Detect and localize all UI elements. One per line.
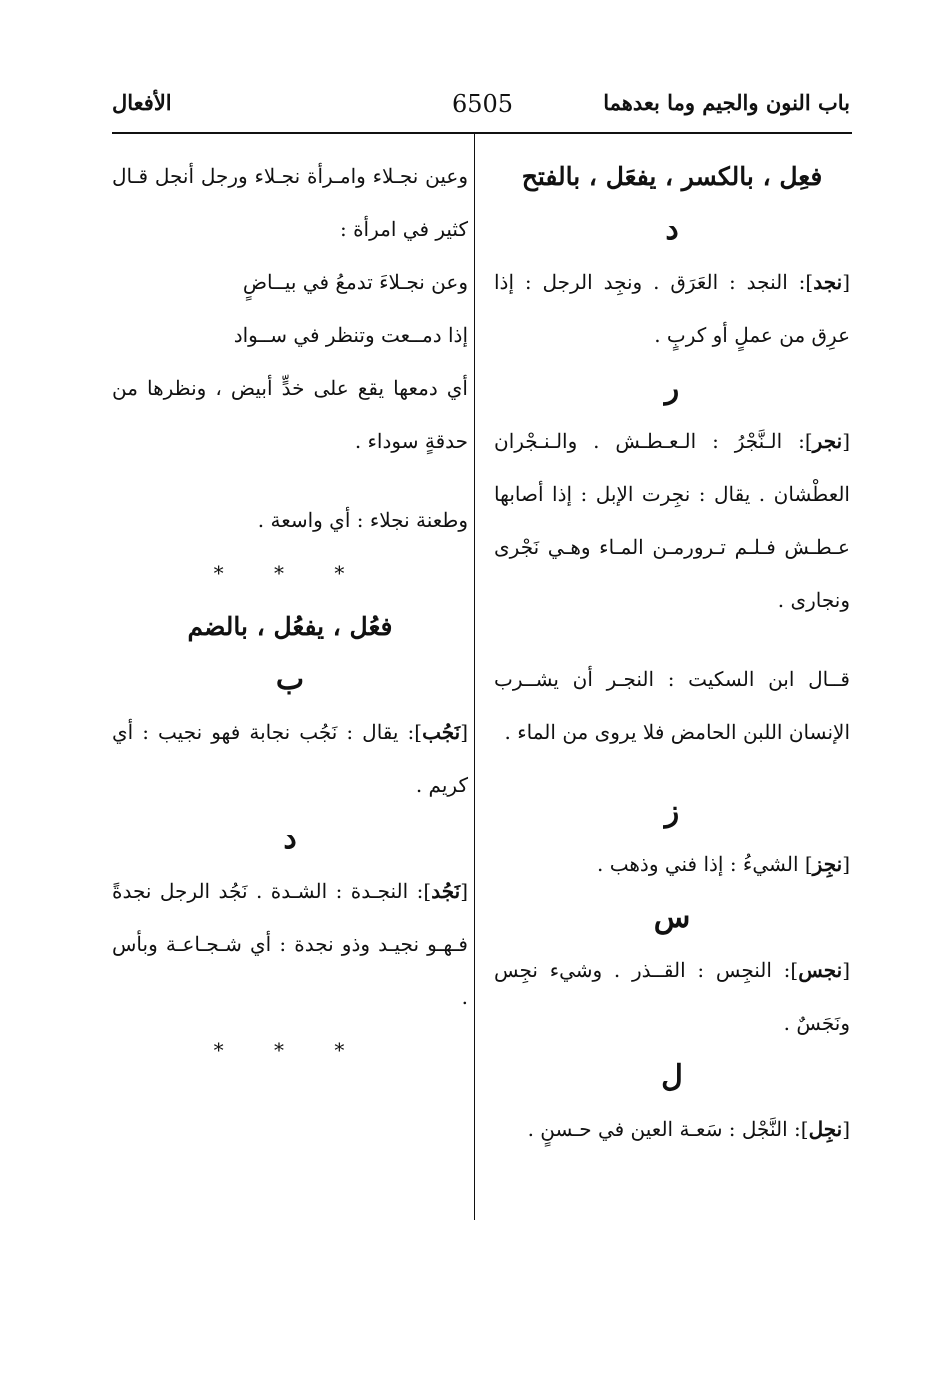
letter-zay: ز [664, 794, 680, 829]
entry-najas: [نجس]: النجِس : القــذر . وشيء نجِس ونَجَسٌ . [494, 958, 850, 1035]
entry-keyword: نجِز [812, 852, 843, 876]
section-heading-damm: فعُل ، يفعُل ، بالضم [187, 612, 393, 641]
section-separator: * * * [213, 561, 367, 585]
entry-keyword: نَجُد [431, 879, 461, 903]
quote-ibn-sikkit: قــال ابن السكيت : النجـر أن يشــرب الإنسان اللبن الحامض فلا يروى من الماء . [494, 667, 850, 744]
entry-keyword: نَجُب [422, 720, 461, 744]
entry-keyword: نجد [813, 270, 843, 294]
verse-line-1: وعن نجـلاءَ تدمعُ في بيــاضٍ [242, 270, 468, 294]
letter-sin: س [653, 900, 691, 935]
entry-najad: [نجد]: النجد : العَرَق . ونجِد الرجل : إذا عرِق من عملٍ أو كربٍ . [494, 270, 850, 347]
entry-keyword: نجر [812, 429, 843, 453]
right-column [494, 150, 850, 1156]
entry-text: : النَّجْل : سَعـة العين في حـسنٍ . [527, 1117, 801, 1141]
entry-text: : يقال : نَجُب نجابة فهو نجيب : أي كريم . [112, 720, 468, 797]
left-column [112, 150, 468, 1077]
section-heading-kasr: فعِل ، بالكسر ، يفعَل ، بالفتح [521, 162, 823, 191]
header-rule [112, 132, 852, 134]
entry-text: : النجد : العَرَق . ونجِد الرجل : إذا عرِق من عملٍ أو كربٍ . [494, 270, 850, 347]
paragraph-najla: وعين نجـلاء وامـرأة نجـلاء ورجل أنجل قـال كثير في امرأة : [112, 164, 468, 241]
paragraph-taana: وطعنة نجلاء : أي واسعة . [257, 508, 468, 532]
entry-text: : النجـدة : الشـدة . نَجُد الرجل نجدةً فـهـو نجيـد وذو نجدة : أي شـجـاعـة وبأس . [112, 879, 468, 1009]
letter-ba: ب [275, 662, 305, 697]
letter-dal: د [283, 821, 297, 856]
entry-najal: [نجِل]: النَّجْل : سَعـة العين في حـسنٍ . [527, 1117, 850, 1141]
entry-text: : النجِس : القــذر . وشيء نجِس ونَجَسٌ . [494, 958, 850, 1035]
entry-najub: [نَجُب]: يقال : نَجُب نجابة فهو نجيب : أي كريم . [112, 720, 468, 797]
column-divider [474, 134, 475, 1220]
section-separator: * * * [213, 1038, 367, 1062]
page-header [112, 90, 850, 132]
verse-line-2: إذا دمــعت وتنظر في ســواد [233, 323, 468, 347]
verse-explanation: أي دمعها يقع على خدٍّ أبيض ، ونظرها من حدقةٍ سوداء . [112, 376, 468, 453]
letter-lam: ل [661, 1059, 683, 1094]
entry-najaz: [نجِز] الشيءُ : إذا فني وذهب . [597, 852, 850, 876]
entry-text: : الـنَّجْرُ : الـعـطـش . والـنـجْران العطْشان . يقال : نجِرت الإبل : إذا أصابها عـطـش فـلـم تـرورمـن المـاء وهـي نَجْرى ونجارى . [494, 429, 850, 612]
entry-keyword: نجس [798, 958, 843, 982]
entry-keyword: نجِل [808, 1117, 843, 1141]
chapter-title: باب النون والجيم وما بعدهما [603, 90, 850, 115]
section-title: الأفعال [112, 90, 172, 115]
page-number: 6505 [452, 90, 514, 118]
letter-dal: د [665, 212, 679, 247]
letter-ra: ر [664, 371, 680, 406]
entry-najar: [نجر]: الـنَّجْرُ : الـعـطـش . والـنـجْران العطْشان . يقال : نجِرت الإبل : إذا أصابها عـطـش فـلـم تـرورمـن المـاء وهـي نَجْرى ونجارى . [494, 429, 850, 612]
entry-najud: [نَجُد]: النجـدة : الشـدة . نَجُد الرجل نجدةً فـهـو نجيـد وذو نجدة : أي شـجـاعـة وبأس . [112, 879, 468, 1009]
entry-text: الشيءُ : إذا فني وذهب . [597, 852, 805, 876]
